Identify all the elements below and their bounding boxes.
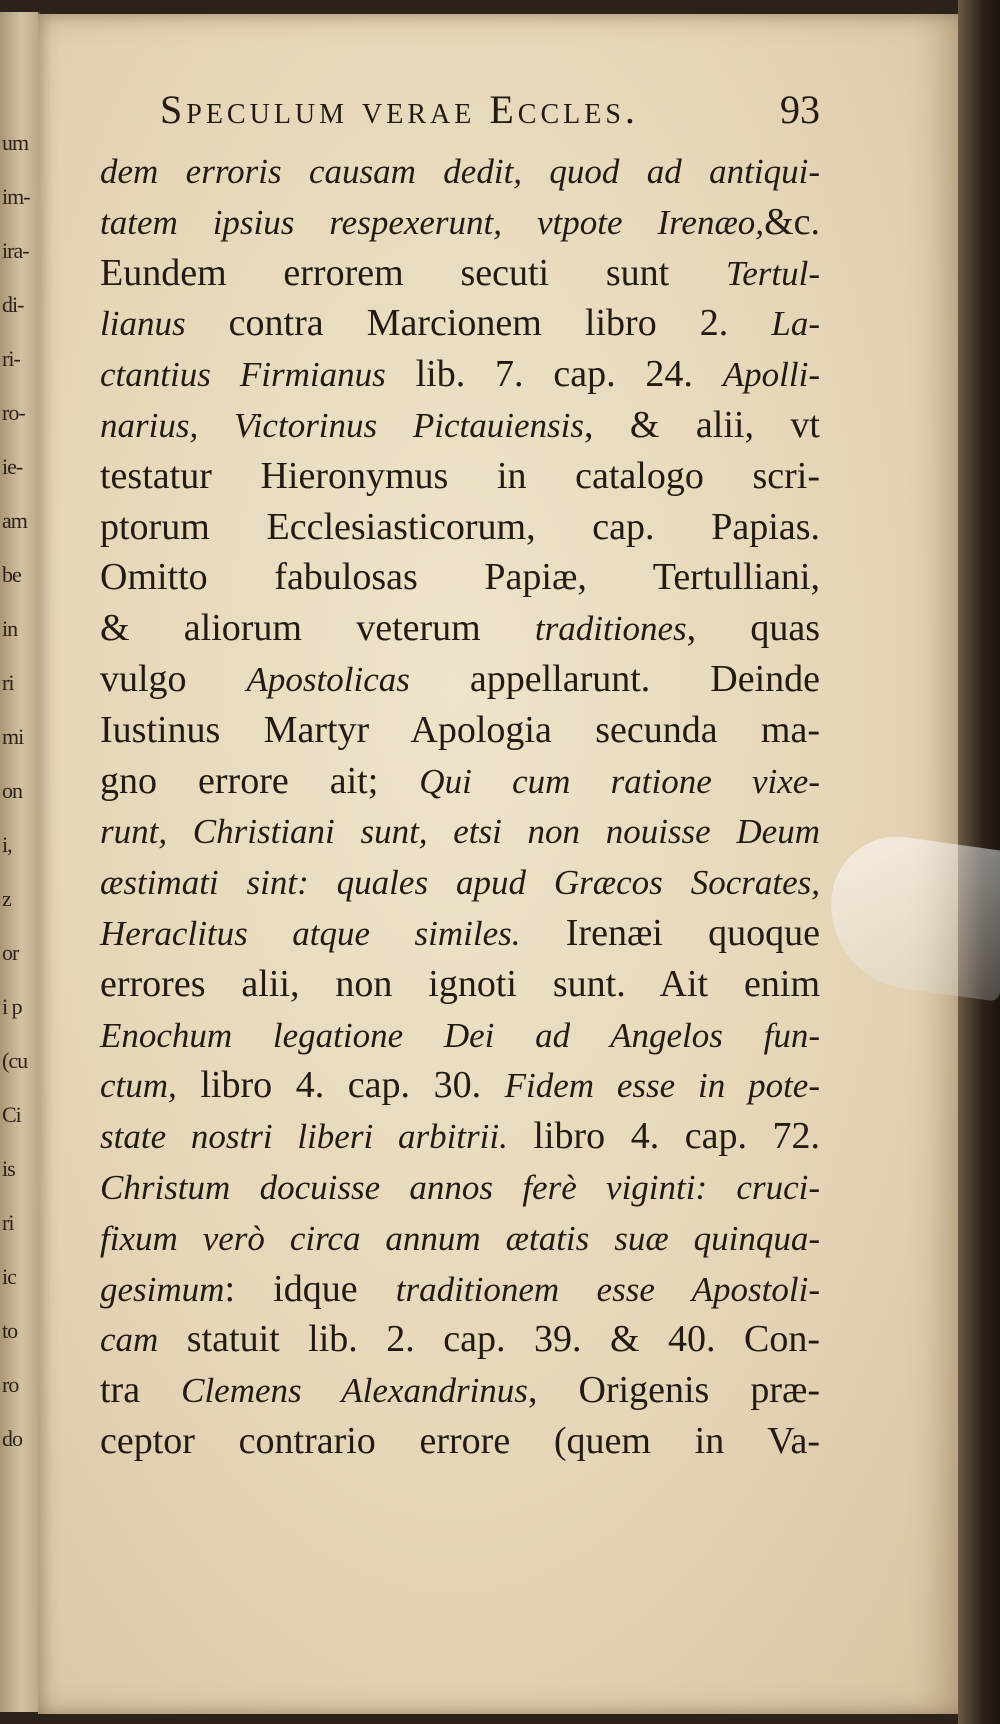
text-line [100, 298, 820, 349]
roman-run: vulgo [100, 657, 247, 700]
roman-run: Eundem errorem secuti sunt [100, 251, 726, 294]
text-line [100, 1264, 820, 1315]
roman-run: Omitto fabulosas Papiæ, Tertulliani, [100, 556, 820, 599]
text-line [100, 146, 820, 197]
roman-run: & aliorum veterum [100, 607, 535, 650]
facing-page-fragment: to [2, 1318, 18, 1343]
facing-page-fragment: in [2, 616, 18, 641]
roman-run: , & alii, vt [583, 403, 820, 446]
facing-page-fragment: ie- [2, 454, 23, 479]
italic-run: ctum, [100, 1066, 177, 1106]
facing-page-fragment: on [2, 778, 22, 803]
roman-run: lib. 7. cap. 24. [385, 353, 723, 396]
text-line [100, 248, 820, 299]
facing-page-edge [0, 12, 40, 1712]
facing-page-fragment: im- [2, 184, 30, 209]
facing-page-fragment: ri [2, 1210, 14, 1235]
roman-run: statuit lib. 2. cap. 39. & 40. Con- [158, 1318, 820, 1361]
italic-run: tatem ipsius respexerunt, vtpote Irenæo, [100, 202, 765, 242]
facing-page-fragment: ro- [2, 400, 25, 425]
text-line [100, 857, 820, 908]
roman-run: tra [100, 1369, 182, 1412]
roman-run: : idque [224, 1267, 396, 1310]
facing-page-fragment: i p [2, 994, 22, 1019]
italic-run: runt, Christiani sunt, etsi non nouisse Deum [100, 812, 820, 852]
italic-run: ctantius Firmianus [100, 355, 386, 395]
italic-run: lianus [100, 304, 186, 344]
italic-run: traditionem esse Apostoli- [395, 1269, 820, 1309]
facing-page-fragment: ri [2, 670, 14, 695]
running-head [100, 86, 820, 146]
italic-run: Apostolicas [246, 659, 410, 699]
italic-run: Qui cum ratione vixe- [419, 761, 820, 801]
text-line [100, 654, 820, 705]
facing-page-fragment: ira- [2, 238, 29, 263]
italic-run: Enochum legatione Dei ad Angelos fun- [100, 1015, 820, 1055]
facing-page-fragment: ic [2, 1264, 16, 1289]
text-line [100, 806, 820, 857]
italic-run: æstimati sint: quales apud Græcos Socrates, [100, 863, 820, 903]
roman-run: errores alii, non ignoti sunt. Ait enim [100, 962, 820, 1005]
text-line [100, 603, 820, 654]
roman-run: libro 4. cap. 30. [176, 1064, 505, 1107]
roman-run: gno errore ait; [100, 759, 420, 802]
roman-run: ptorum Ecclesiasticorum, cap. Papias. [100, 505, 820, 548]
roman-run: Irenæi quoque [520, 911, 820, 954]
roman-run: appellarunt. Deinde [409, 657, 820, 700]
facing-page-fragment: di- [2, 292, 24, 317]
roman-run: , Origenis præ- [527, 1369, 821, 1412]
text-line [100, 1162, 820, 1213]
text-line [100, 349, 820, 400]
italic-run: Apolli- [722, 355, 820, 395]
text-line [100, 552, 820, 603]
facing-page-fragment: (cu [2, 1048, 28, 1073]
text-line [100, 502, 820, 553]
roman-run: contra Marcionem libro 2. [185, 302, 772, 345]
italic-run: fixum verò circa annum ætatis suæ quinqua- [100, 1218, 820, 1258]
italic-run: narius, Victorinus Pictauiensis [100, 405, 584, 445]
book-page [38, 14, 960, 1714]
text-line [100, 1213, 820, 1264]
facing-page-fragment: am [2, 508, 27, 533]
text-line [100, 451, 820, 502]
italic-run: Clemens Alexandrinus [181, 1371, 528, 1411]
facing-page-fragment: Ci [2, 1102, 21, 1127]
italic-run: Heraclitus atque similes. [100, 913, 521, 953]
text-line [100, 1365, 820, 1416]
roman-run: &c. [764, 200, 820, 243]
body-text [100, 146, 820, 1467]
italic-run: La- [771, 304, 820, 344]
italic-run: cam [100, 1320, 159, 1360]
italic-run: gesimum [100, 1269, 225, 1309]
text-line [100, 400, 820, 451]
italic-run: Fidem esse in pote- [504, 1066, 820, 1106]
text-line [100, 1010, 820, 1061]
italic-run: traditiones [534, 609, 687, 649]
text-line [100, 1416, 820, 1467]
text-line [100, 1111, 820, 1162]
facing-page-fragment: ro [2, 1372, 19, 1397]
roman-run: , quas [686, 607, 820, 650]
roman-run: Iustinus Martyr Apologia secunda ma- [100, 708, 820, 751]
facing-page-fragment: do [2, 1426, 22, 1451]
text-line [100, 1314, 820, 1365]
text-line [100, 756, 820, 807]
text-block [100, 86, 820, 1467]
running-head-title: Speculum verae Eccles. [160, 87, 639, 132]
italic-run: Tertul- [725, 253, 820, 293]
facing-page-fragment: i, [2, 832, 12, 857]
text-line [100, 1060, 820, 1111]
facing-page-fragment: ri- [2, 346, 20, 371]
facing-page-fragment: is [2, 1156, 15, 1181]
text-line [100, 908, 820, 959]
facing-page-fragment: um [2, 130, 29, 155]
facing-page-fragment: be [2, 562, 21, 587]
italic-run: Christum docuisse annos ferè viginti: cruci- [100, 1167, 820, 1207]
italic-run: state nostri liberi arbitrii. [100, 1117, 508, 1157]
page-number: 93 [780, 87, 820, 132]
roman-run: libro 4. cap. 72. [507, 1115, 820, 1158]
roman-run: ceptor contrario errore (quem in Va- [100, 1419, 820, 1462]
text-line [100, 959, 820, 1010]
roman-run: testatur Hieronymus in catalogo scri- [100, 454, 820, 497]
facing-page-fragment: z [2, 886, 11, 911]
facing-page-fragment: or [2, 940, 19, 965]
text-line [100, 705, 820, 756]
text-line [100, 197, 820, 248]
italic-run: dem erroris causam dedit, quod ad antiqui- [100, 152, 820, 191]
facing-page-fragment: mi [2, 724, 24, 749]
